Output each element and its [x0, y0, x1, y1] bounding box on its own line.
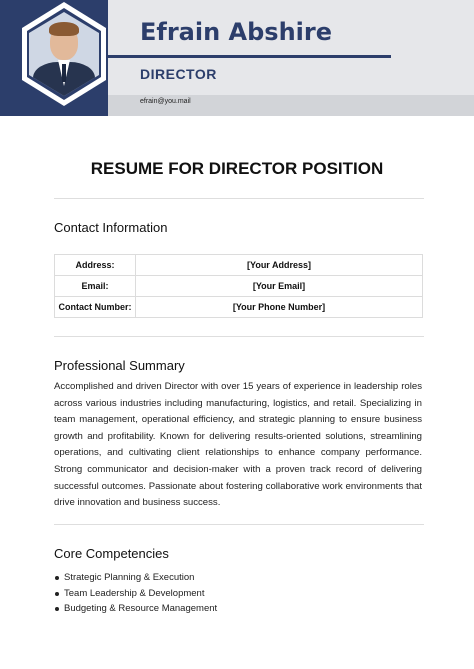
list-item [54, 586, 217, 602]
contact-value: [Your Address] [136, 255, 423, 276]
photo-tie [62, 64, 66, 82]
competency-text: Strategic Planning & Execution [64, 572, 195, 583]
contact-label: Contact Number: [55, 297, 136, 318]
contact-heading: Contact Information [54, 220, 168, 235]
photo-hair [49, 22, 79, 36]
contact-table [54, 254, 423, 318]
divider [54, 198, 424, 199]
table-row [55, 297, 423, 318]
contact-label: Email: [55, 276, 136, 297]
contact-value: [Your Email] [136, 276, 423, 297]
competency-text: Budgeting & Resource Management [64, 603, 218, 614]
name-divider [108, 55, 391, 58]
competencies-list [54, 570, 217, 617]
list-item [54, 601, 217, 617]
document-title: RESUME FOR DIRECTOR POSITION [90, 159, 384, 178]
contact-value: [Your Phone Number] [136, 297, 423, 318]
list-item [54, 570, 217, 586]
divider [54, 524, 424, 525]
summary-text: Accomplished and driven Director with over 15 years of experience in leadership roles across various industries including manufacturing, logistics, and retail. Specializing in team management, operational efficiency, and strategic planning to ensure business growth and profitability. Known for delivering results-oriented solutions, streamlining operations, and cultivating client relationships to enhance company performance. Strong communicator and decision-maker with a proven track record of delivering successful outcomes. Passionate about fostering collaborative work environments that drive innovation and business success. [54, 381, 422, 509]
summary-heading: Professional Summary [54, 358, 185, 373]
table-row [55, 255, 423, 276]
table-row [55, 276, 423, 297]
divider [54, 336, 424, 337]
competencies-heading: Core Competencies [54, 546, 169, 561]
bullet-icon [55, 607, 59, 611]
candidate-email: efrain@you.mail [140, 98, 191, 105]
bullet-icon [55, 576, 59, 580]
bullet-icon [55, 592, 59, 596]
contact-label: Address: [55, 255, 136, 276]
competency-text: Team Leadership & Development [64, 587, 205, 599]
candidate-name: Efrain Abshire [140, 18, 332, 46]
candidate-role: DIRECTOR [140, 66, 217, 82]
